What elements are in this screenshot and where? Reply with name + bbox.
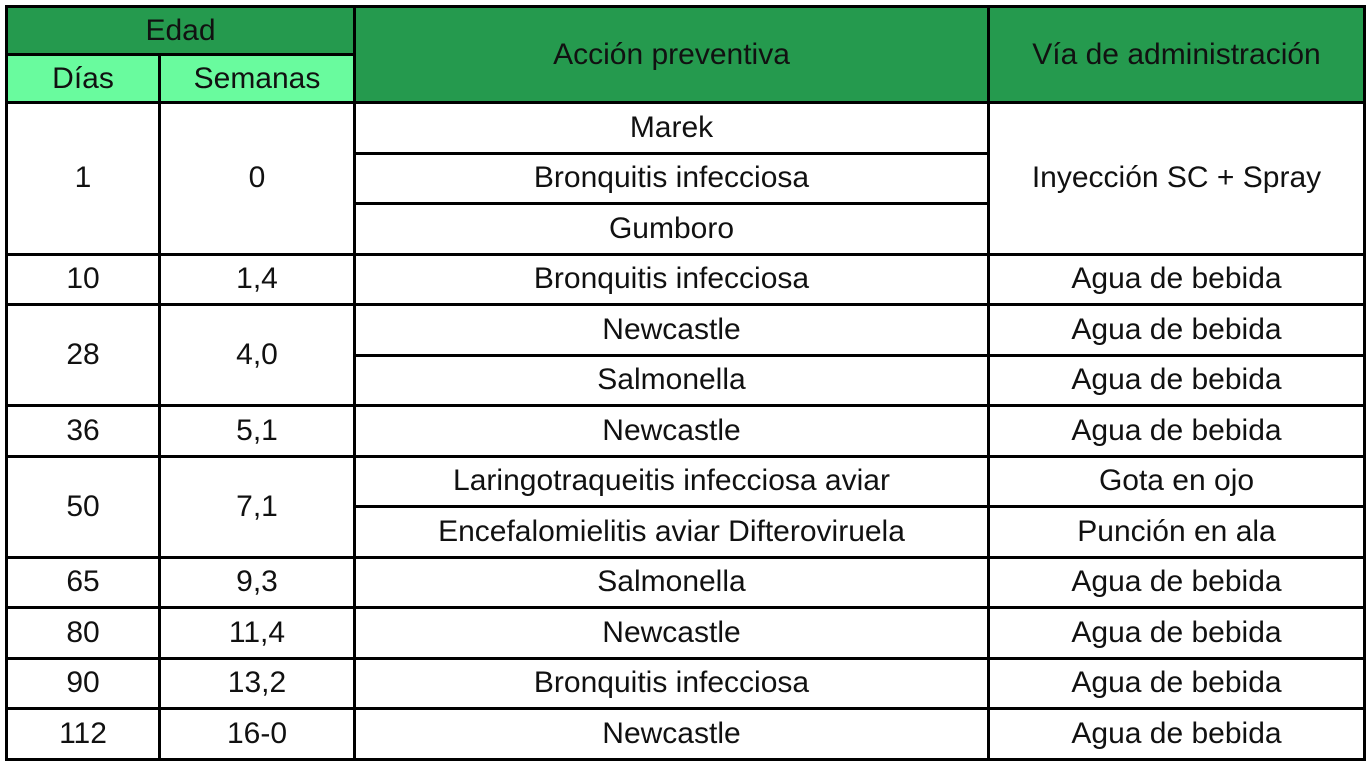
cell-via: Inyección SC + Spray	[989, 103, 1365, 255]
cell-accion: Encefalomielitis aviar Difteroviruela	[355, 507, 989, 558]
cell-via: Agua de bebida	[989, 709, 1365, 760]
header-edad: Edad	[7, 7, 355, 55]
header-via-administracion: Vía de administración	[989, 7, 1365, 103]
cell-accion: Bronquitis infecciosa	[355, 153, 989, 204]
header-dias: Días	[7, 55, 160, 103]
cell-dias: 80	[7, 608, 160, 659]
cell-via: Agua de bebida	[989, 254, 1365, 305]
cell-semanas: 13,2	[160, 658, 355, 709]
cell-dias: 28	[7, 305, 160, 406]
cell-semanas: 1,4	[160, 254, 355, 305]
cell-via: Agua de bebida	[989, 305, 1365, 356]
cell-via: Agua de bebida	[989, 557, 1365, 608]
cell-accion: Marek	[355, 103, 989, 154]
cell-semanas: 16-0	[160, 709, 355, 760]
table-row	[7, 406, 1365, 457]
cell-accion: Newcastle	[355, 709, 989, 760]
cell-semanas: 7,1	[160, 456, 355, 557]
cell-semanas: 5,1	[160, 406, 355, 457]
cell-semanas: 4,0	[160, 305, 355, 406]
cell-semanas: 9,3	[160, 557, 355, 608]
cell-dias: 50	[7, 456, 160, 557]
cell-semanas: 0	[160, 103, 355, 255]
table-row	[7, 305, 1365, 356]
cell-via: Agua de bebida	[989, 608, 1365, 659]
cell-via: Punción en ala	[989, 507, 1365, 558]
cell-accion: Gumboro	[355, 204, 989, 255]
cell-dias: 36	[7, 406, 160, 457]
cell-dias: 90	[7, 658, 160, 709]
cell-dias: 112	[7, 709, 160, 760]
header-accion-preventiva: Acción preventiva	[355, 7, 989, 103]
cell-accion: Salmonella	[355, 557, 989, 608]
cell-accion: Newcastle	[355, 608, 989, 659]
table-row	[7, 709, 1365, 760]
vaccination-schedule-table	[5, 5, 1366, 761]
table-row	[7, 254, 1365, 305]
cell-accion: Laringotraqueitis infecciosa aviar	[355, 456, 989, 507]
table-row	[7, 658, 1365, 709]
cell-accion: Newcastle	[355, 305, 989, 356]
cell-accion: Salmonella	[355, 355, 989, 406]
cell-dias: 65	[7, 557, 160, 608]
cell-accion: Bronquitis infecciosa	[355, 254, 989, 305]
cell-via: Gota en ojo	[989, 456, 1365, 507]
cell-dias: 10	[7, 254, 160, 305]
table-row	[7, 557, 1365, 608]
cell-via: Agua de bebida	[989, 658, 1365, 709]
table-row	[7, 608, 1365, 659]
table-row	[7, 456, 1365, 507]
table-row	[7, 103, 1365, 154]
cell-accion: Bronquitis infecciosa	[355, 658, 989, 709]
cell-via: Agua de bebida	[989, 355, 1365, 406]
cell-via: Agua de bebida	[989, 406, 1365, 457]
cell-dias: 1	[7, 103, 160, 255]
cell-accion: Newcastle	[355, 406, 989, 457]
cell-semanas: 11,4	[160, 608, 355, 659]
header-semanas: Semanas	[160, 55, 355, 103]
